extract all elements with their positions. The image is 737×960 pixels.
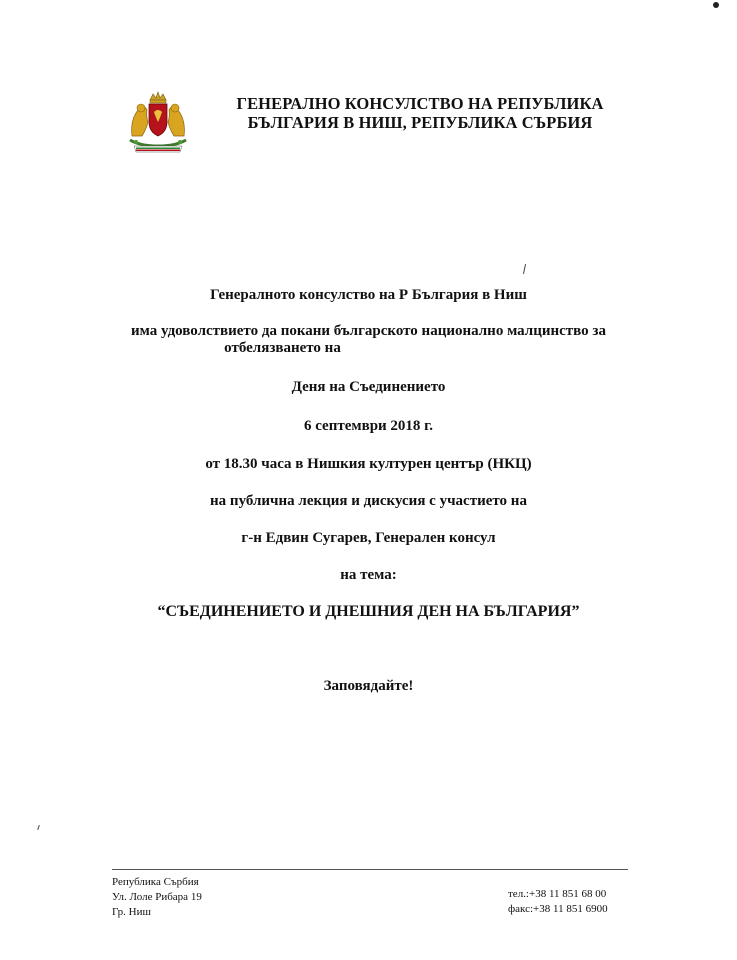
closing-welcome: Заповядайте! xyxy=(323,678,414,694)
footer-country: Република Сърбия xyxy=(112,876,199,888)
footer-street: Ул. Лоле Рибара 19 xyxy=(112,891,202,903)
title-line-1: ГЕНЕРАЛНО КОНСУЛСТВО НА РЕПУБЛИКА xyxy=(236,94,604,113)
topic-title: “СЪЕДИНЕНИЕТО И ДНЕШНИЯ ДЕН НА БЪЛГАРИЯ” xyxy=(157,603,580,620)
event-format: на публична лекция и дискусия с участието на xyxy=(210,493,527,509)
consulate-title xyxy=(200,94,640,132)
bulgarian-coat-of-arms-icon xyxy=(120,90,196,154)
event-name: Деня на Съединението xyxy=(291,379,446,395)
footer-city: Гр. Ниш xyxy=(112,906,151,918)
invitation-text-1: има удоволствието да покани българското национално малцинство за xyxy=(131,323,606,339)
footer-phone: тел.:+38 11 851 68 00 xyxy=(508,888,607,900)
event-time-place: от 18.30 часа в Нишкия културен център (НКЦ) xyxy=(205,456,532,472)
scan-mark xyxy=(37,825,40,830)
scan-speck xyxy=(713,2,719,8)
scan-mark xyxy=(523,264,526,274)
topic-label: на тема: xyxy=(340,567,397,583)
footer-address xyxy=(112,875,202,920)
invitation-text-2: отбелязването на xyxy=(224,340,341,356)
event-date: 6 септември 2018 г. xyxy=(303,418,434,434)
footer-divider xyxy=(112,869,628,870)
footer-fax: факс:+38 11 851 6900 xyxy=(508,903,608,915)
footer-contacts xyxy=(508,887,608,917)
event-speaker: г-н Едвин Сугарев, Генерален консул xyxy=(241,530,496,546)
title-line-2: БЪЛГАРИЯ В НИШ, РЕПУБЛИКА СЪРБИЯ xyxy=(247,113,593,132)
invitation-host: Генералното консулство на Р България в Ниш xyxy=(210,287,527,303)
